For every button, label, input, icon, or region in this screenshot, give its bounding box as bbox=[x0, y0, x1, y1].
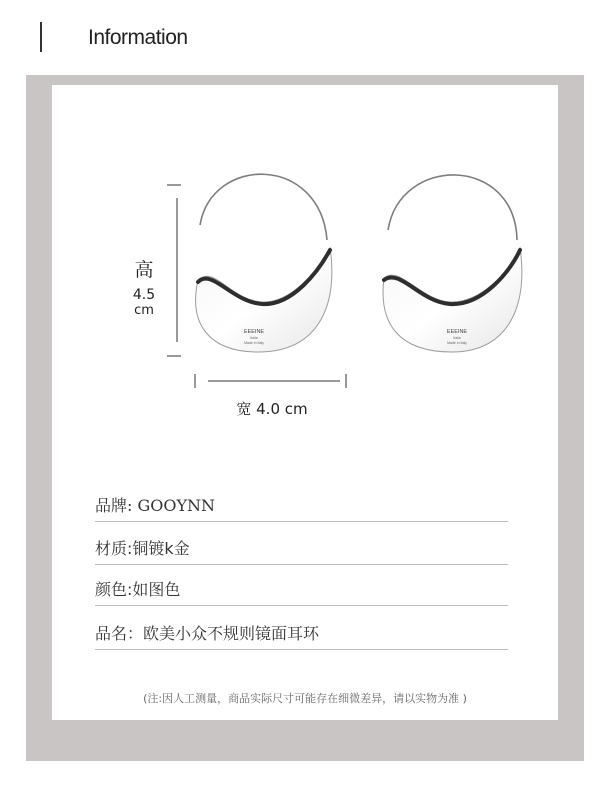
spec-product-name-text: 品名：欧美小众不规则镜面耳环 bbox=[95, 624, 320, 643]
height-unit: cm bbox=[134, 303, 154, 318]
height-label-char: 高 bbox=[134, 259, 154, 281]
spec-row-material bbox=[95, 539, 508, 565]
engraving-line3-right: Made in Italy bbox=[447, 341, 467, 345]
spec-row-brand bbox=[95, 496, 508, 522]
hoop-wire-left bbox=[200, 174, 327, 240]
page-title: Information bbox=[88, 26, 188, 49]
width-label: 宽 4.0 cm bbox=[236, 400, 308, 418]
spec-brand-text: 品牌: GOOYNN bbox=[95, 496, 216, 515]
engraving-line2-right: Italia bbox=[453, 336, 461, 340]
hoop-wire-right bbox=[388, 175, 517, 240]
pendant-body-left bbox=[196, 248, 332, 352]
spec-row-product-name bbox=[95, 624, 508, 650]
height-value: 4.5 bbox=[132, 287, 156, 303]
spec-row-color bbox=[95, 580, 508, 606]
engraving-brand-right: EEEINE bbox=[446, 329, 468, 335]
width-dimension bbox=[195, 374, 346, 418]
engraving-line3-left: Made in Italy bbox=[244, 341, 264, 345]
height-dimension bbox=[133, 185, 181, 356]
measurement-note: (注:因人工测量，商品实际尺寸可能存在细微差异，请以实物为准 ) bbox=[143, 692, 467, 705]
engraving-line2-left: Italia bbox=[250, 336, 258, 340]
spec-color-text: 颜色:如图色 bbox=[95, 580, 181, 599]
spec-material-text: 材质:铜镀k金 bbox=[95, 539, 190, 558]
earring-right bbox=[383, 175, 522, 352]
engraving-brand-left: EEEINE bbox=[243, 329, 265, 335]
earring-left bbox=[196, 174, 332, 352]
